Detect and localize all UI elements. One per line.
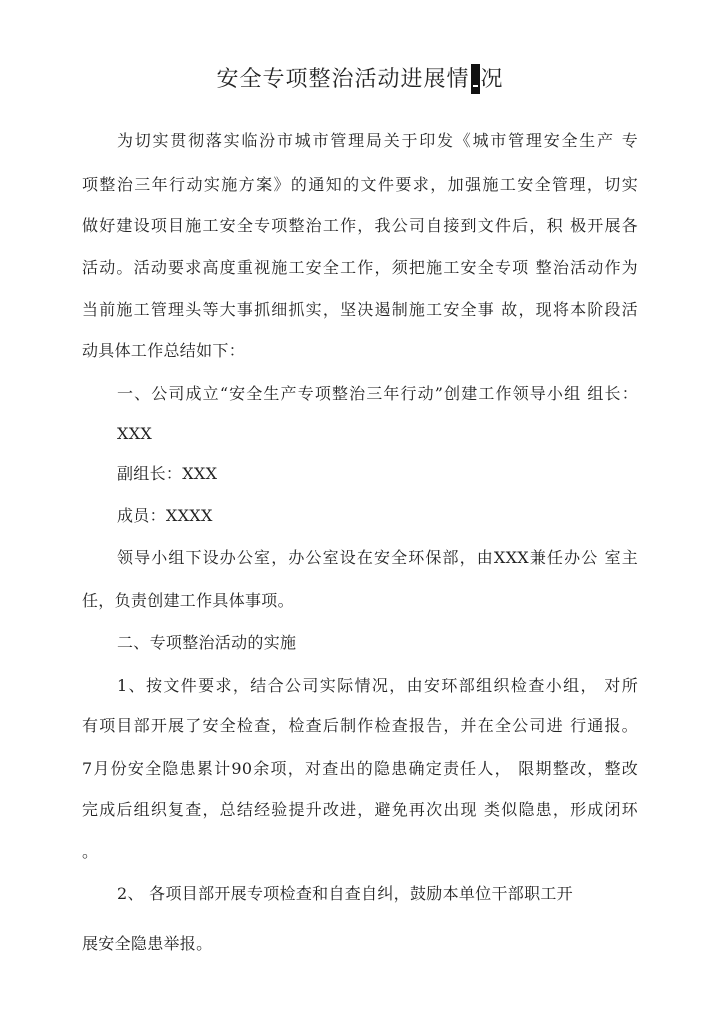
paragraph-line: 任，负责创建工作具体事项。 bbox=[82, 591, 294, 610]
paragraph-line: 2、 各项目部开展专项检查和自查自纠，鼓励本单位干部职工开 bbox=[117, 884, 573, 903]
paragraph-line: 做好建设项目施工安全专项整治工作，我公司自接到文件后，积 极开展各 bbox=[82, 216, 638, 235]
paragraph-line: 1、按文件要求，结合公司实际情况，由安环部组织检查小组， 对所 bbox=[117, 676, 638, 695]
title-text-part1: 安全专项整治活动进展情 bbox=[216, 67, 470, 92]
paragraph-line: 活动。活动要求高度重视施工安全工作，须把施工安全专项 整治活动作为 bbox=[82, 258, 638, 277]
title-text-part2: 况 bbox=[480, 67, 504, 92]
paragraph-line: 动具体工作总结如下： bbox=[82, 341, 246, 360]
cursor-mark-icon bbox=[471, 64, 480, 94]
members: 成员：XXXX bbox=[117, 506, 213, 525]
leader-name: XXX bbox=[117, 424, 153, 443]
deputy-leader: 副组长：XXX bbox=[117, 464, 218, 483]
document-title bbox=[0, 62, 720, 94]
paragraph-line: 。 bbox=[82, 842, 99, 861]
paragraph-line: 完成后组织复查，总结经验提升改进，避免再次出现 类似隐患，形成闭环 bbox=[82, 800, 638, 819]
paragraph-line: 展安全隐患举报。 bbox=[82, 934, 213, 953]
paragraph-line: 有项目部开展了安全检查，检查后制作检查报告，并在全公司进 行通报。 bbox=[82, 716, 638, 735]
paragraph-line: 当前施工管理头等大事抓细抓实，坚决遏制施工安全事 故，现将本阶段活 bbox=[82, 300, 638, 319]
paragraph-line: 为切实贯彻落实临汾市城市管理局关于印发《城市管理安全生产 专 bbox=[117, 131, 638, 150]
section-heading: 一、公司成立“安全生产专项整治三年行动”创建工作领导小组 组长： bbox=[117, 384, 638, 403]
paragraph-line: 7月份安全隐患累计90余项，对查出的隐患确定责任人， 限期整改，整改 bbox=[82, 759, 638, 778]
paragraph-line: 项整治三年行动实施方案》的通知的文件要求，加强施工安全管理，切实 bbox=[82, 175, 638, 194]
paragraph-line: 领导小组下设办公室，办公室设在安全环保部，由XXX兼任办公 室主 bbox=[117, 548, 638, 567]
section-heading: 二、专项整治活动的实施 bbox=[117, 633, 297, 652]
